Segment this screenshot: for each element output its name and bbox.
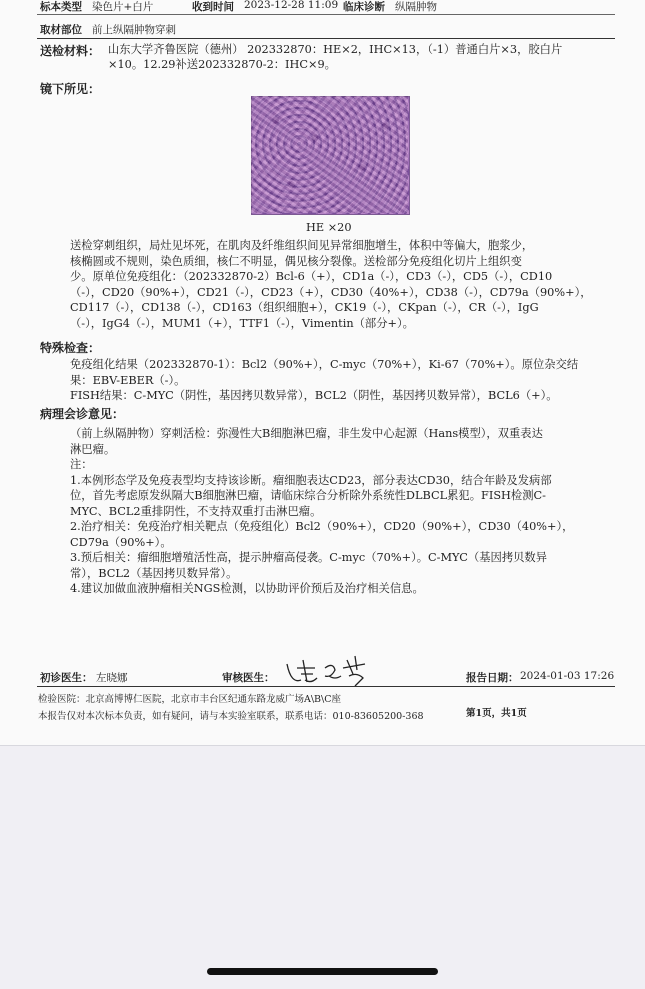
opinion-line: 1.本例形态学及免疫表型均支持该诊断。瘤细胞表达CD23，部分表达CD30，结合年龄及发病部 [70,473,552,487]
clinical-dx-label: 临床诊断 [343,1,385,13]
opinion-line: 注： [70,458,93,471]
report-date-label: 报告日期： [466,672,519,684]
opinion-line: 常），BCL2（基因拷贝数异常）。 [70,566,238,580]
specimen-type-label: 标本类型 [40,1,82,13]
clinical-dx-value: 纵隔肿物 [395,1,437,13]
opinion-line: 4.建议加做血液肿瘤相关NGS检测，以协助评价预后及治疗相关信息。 [70,582,424,595]
material-label: 送检材料： [40,44,101,58]
microscopy-label: 镜下所见： [40,82,101,96]
opinion-line: 3.预后相关：瘤细胞增殖活性高，提示肿瘤高侵袭。C-myc（70%+）。C-MYC（基因拷贝数异 [70,551,548,564]
hospital-line: 检验医院：北京高博博仁医院，北京市丰台区纪通东路龙威广场A\B\C座 [38,694,342,705]
microscopy-line: 少。原单位免疫组化：（202332870-2）Bcl-6（+），CD1a（-），CD3（-），CD5（-），CD10 [70,270,553,283]
microscopy-description [70,238,592,331]
special-exam-line: 免疫组化结果（202332870-1）：Bcl2（90%+），C-myc（70%+），Ki-67（70%+）。原位杂交结 [70,358,579,371]
microscopy-line: CD117（-），CD138（-），CD163（组织细胞+），CK19（-），CKpan（-），CR（-），IgG [70,301,539,314]
specimen-type-value: 染色片+白片 [92,1,154,13]
disclaimer-line: 本报告仅对本次标本负责，如有疑问，请与本实验室联系，联系电话：010-83605200-368 [38,711,424,722]
site-label: 取材部位 [40,24,82,36]
page-number: 第1页，共1页 [466,708,527,719]
opinion-label: 病理会诊意见： [40,407,125,421]
microscopy-line: （-），IgG4（-），MUM1（+），TTF1（-），Vimentin（部分+）。 [70,316,414,330]
home-indicator[interactable] [207,968,438,975]
microscopy-line: 核椭圆或不规则，染色质细，核仁不明显，偶见核分裂像。送检部分免疫组化切片上组织变 [70,254,522,268]
material-line-2: ×10。12.29补送202332870-2：IHC×9。 [108,58,336,71]
header-divider [37,14,615,15]
report-date-value: 2024-01-03 17:26 [520,670,615,682]
opinion-line: （前上纵隔肿物）穿刺活检：弥漫性大B细胞淋巴瘤，非生发中心起源（Hans模型），双重表达 [70,427,543,440]
footer-rule [37,686,615,687]
opinion-text [70,426,573,597]
first-doctor-name: 左晓娜 [96,672,128,684]
special-exam-line: 果：EBV-EBER（-）。 [70,373,186,387]
material-line-1: 山东大学齐鲁医院（德州） 202332870：HE×2，IHC×13，（-1）普通白片×3，胶白片 [108,43,563,56]
received-time-label: 收到时间 [192,1,234,13]
reviewer-label: 审核医生： [222,672,275,684]
special-exam-label: 特殊检查： [40,341,101,355]
microscopy-line: 送检穿刺组织，局灶见坏死，在肌肉及纤维组织间见异常细胞增生，体积中等偏大，胞浆少， [70,239,534,252]
opinion-line: 淋巴瘤。 [70,442,116,456]
opinion-line: CD79a（90%+）。 [70,535,172,549]
first-doctor-label: 初诊医生： [40,672,93,684]
header-bottom-rule [37,38,615,39]
site-value: 前上纵隔肿物穿刺 [92,24,176,36]
special-exam-line: FISH结果：C-MYC（阴性，基因拷贝数异常），BCL2（阴性，基因拷贝数异常），BCL6（+）。 [70,389,558,402]
special-exam-text [70,357,578,404]
received-time-value: 2023-12-28 11:09 [244,0,339,11]
micrograph-caption: HE ×20 [306,221,352,234]
opinion-line: MYC、BCL2重排阴性，不支持双重打击淋巴瘤。 [70,504,322,518]
microscopy-line: （-），CD20（90%+），CD21（-），CD23（+），CD30（40%+），CD38（-），CD79a（90%+）， [70,285,592,299]
opinion-line: 2.治疗相关：免疫治疗相关靶点（免疫组化）Bcl2（90%+），CD20（90%+），CD30（40%+）， [70,520,574,533]
reviewer-signature [283,654,373,688]
opinion-line: 位，首先考虑原发纵隔大B细胞淋巴瘤，请临床综合分析除外系统性DLBCL累犯。FISH检测C- [70,489,546,502]
he-micrograph-texture [251,96,408,213]
